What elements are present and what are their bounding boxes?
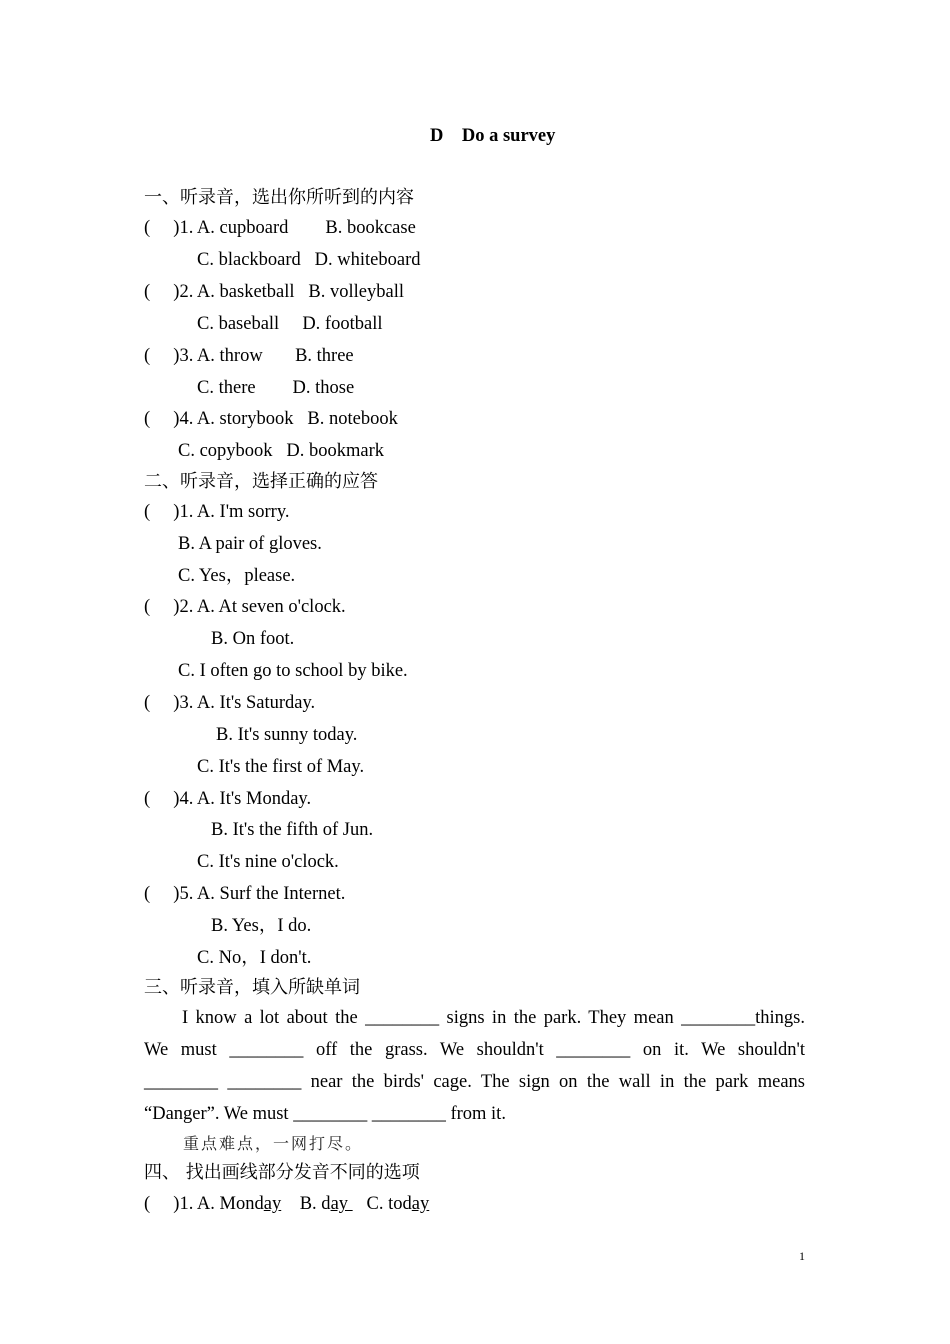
question-line: C. Yes，please. bbox=[178, 566, 296, 586]
question-line: ( )5. A. Surf the Internet. bbox=[144, 884, 346, 904]
question-line: B. On foot. bbox=[211, 629, 295, 649]
question-line: B. A pair of gloves. bbox=[178, 534, 322, 554]
note-text: 重点难点，一网打尽。 bbox=[183, 1134, 364, 1153]
passage-line: We must ________ off the grass. We shouldn't ________ on it. We shouldn't bbox=[144, 1040, 805, 1060]
page-number: 1 bbox=[799, 1249, 805, 1263]
section-heading-4: 四、 找出画线部分发音不同的选项 bbox=[144, 1162, 420, 1183]
question-line: ( )2. A. At seven o'clock. bbox=[144, 597, 346, 617]
question-prefix: ( )1. A. Mond bbox=[144, 1194, 264, 1214]
question-line: ( )4. A. It's Monday. bbox=[144, 789, 312, 809]
question-line bbox=[144, 1192, 429, 1216]
passage-line: I know a lot about the ________ signs in the park. They mean ________things. bbox=[182, 1008, 805, 1028]
question-line: B. It's the fifth of Jun. bbox=[211, 820, 374, 840]
question-line: ( )4. A. storybook B. notebook bbox=[144, 409, 398, 429]
underlined-part: ay bbox=[263, 1194, 282, 1214]
question-line: C. baseball D. football bbox=[197, 314, 383, 334]
section-heading-3: 三、听录音，填入所缺单词 bbox=[144, 977, 360, 998]
question-line: C. No，I don't. bbox=[197, 948, 312, 968]
question-line: C. there D. those bbox=[197, 378, 355, 398]
question-line: B. It's sunny today. bbox=[216, 725, 358, 745]
question-line: B. Yes，I do. bbox=[211, 916, 312, 936]
page-title: D Do a survey bbox=[430, 126, 556, 146]
option-prefix: C. tod bbox=[352, 1194, 412, 1214]
question-line: ( )1. A. I'm sorry. bbox=[144, 502, 290, 522]
question-line: ( )3. A. It's Saturday. bbox=[144, 693, 316, 713]
passage-line: ________ ________ near the birds' cage. The sign on the wall in the park means bbox=[144, 1072, 805, 1092]
underlined-part: ay bbox=[411, 1194, 430, 1214]
question-line: C. copybook D. bookmark bbox=[178, 441, 385, 461]
question-line: C. It's nine o'clock. bbox=[197, 852, 339, 872]
section-heading-1: 一、听录音，选出你所听到的内容 bbox=[144, 187, 414, 208]
question-line: ( )1. A. cupboard B. bookcase bbox=[144, 218, 416, 238]
passage-line: “Danger”. We must ________ ________ from it. bbox=[144, 1104, 506, 1124]
option-prefix: B. d bbox=[281, 1194, 331, 1214]
section-heading-2: 二、听录音，选择正确的应答 bbox=[144, 471, 378, 492]
underlined-part: ay bbox=[330, 1194, 353, 1214]
question-line: ( )3. A. throw B. three bbox=[144, 346, 354, 366]
question-line: C. It's the first of May. bbox=[197, 757, 365, 777]
question-line: ( )2. A. basketball B. volleyball bbox=[144, 282, 404, 302]
question-line: C. blackboard D. whiteboard bbox=[197, 250, 421, 270]
question-line: C. I often go to school by bike. bbox=[178, 661, 408, 681]
